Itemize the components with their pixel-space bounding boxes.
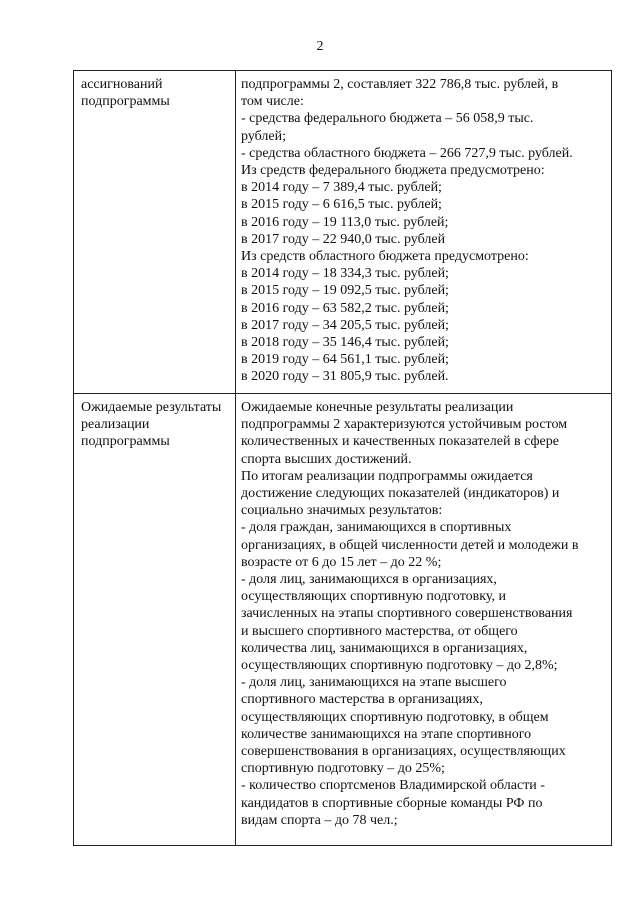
content-line: в 2016 году – 63 582,2 тыс. рублей; [241,300,449,316]
content-line: подпрограммы 2 характеризуются устойчивым ростом [241,417,568,433]
content-line: в 2014 году – 18 334,3 тыс. рублей; [241,266,449,282]
content-line: в 2019 году – 64 561,1 тыс. рублей; [241,352,449,368]
content-line: видам спорта – до 78 чел.; [241,812,398,828]
content-line: По итогам реализации подпрограммы ожидается [241,468,533,484]
content-line: - количество спортсменов Владимирской области - [241,778,545,794]
content-line: - средства федерального бюджета – 56 058,9 тыс. [241,111,534,127]
content-line: в 2015 году – 6 616,5 тыс. рублей; [241,197,442,213]
row-label-line: подпрограммы [81,434,170,450]
content-line: достижение следующих показателей (индикаторов) и [241,486,560,502]
content-line: осуществляющих спортивную подготовку, в общем [241,709,549,725]
content-line: социально значимых результатов: [241,503,443,519]
content-line: в 2017 году – 22 940,0 тыс. рублей [241,231,446,247]
row-label-line: ассигнований [81,77,163,92]
content-line: в 2018 году – 35 146,4 тыс. рублей; [241,335,449,351]
content-line: подпрограммы 2, составляет 322 786,8 тыс. рублей, в [241,77,559,92]
content-line: рублей; [241,128,286,144]
passport-table [73,70,612,846]
row-label-cell [74,394,236,846]
content-line: в 2020 году – 31 805,9 тыс. рублей. [241,369,449,385]
content-line: Из средств федерального бюджета предусмотрено: [241,163,545,179]
content-line: Ожидаемые конечные результаты реализации [241,400,514,415]
content-line: возрасте от 6 до 15 лет – до 22 %; [241,554,442,570]
row-label-line: Ожидаемые результаты [81,400,222,415]
content-line: - доля граждан, занимающихся в спортивных [241,520,512,536]
page-number: 2 [316,39,324,54]
content-line: - доля лиц, занимающихся на этапе высшего [241,675,507,691]
content-line: в 2014 году – 7 389,4 тыс. рублей; [241,180,442,196]
table-row-expected-results [74,394,612,846]
row-label-cell [74,71,236,394]
content-line: осуществляющих спортивную подготовку – до 2,8%; [241,658,558,674]
content-line: спорта высших достижений. [241,451,412,467]
row-label-line: реализации [81,417,150,433]
table-row-appropriations [74,71,612,394]
row-label-line: подпрограммы [81,94,170,110]
content-line: количестве занимающихся на этапе спортивного [241,726,532,742]
content-line: том числе: [241,94,304,110]
content-line: и высшего спортивного мастерства, от общего [241,623,518,639]
content-line: - средства областного бюджета – 266 727,9 тыс. рублей. [241,145,573,161]
content-line: кандидатов в спортивные сборные команды РФ по [241,795,543,811]
content-line: в 2015 году – 19 092,5 тыс. рублей; [241,283,449,299]
content-line: совершенствования в организациях, осуществляющих [241,744,566,760]
content-line: спортивного мастерства в организациях, [241,692,483,708]
content-line: количества лиц, занимающихся в организациях, [241,640,528,656]
content-line: организациях, в общей численности детей и молодежи в [241,537,579,553]
content-line: осуществляющих спортивную подготовку, и [241,589,506,605]
row-content-cell [236,394,612,846]
content-line: спортивную подготовку – до 25%; [241,761,445,777]
row-content-cell [236,71,612,394]
content-line: Из средств областного бюджета предусмотрено: [241,249,529,265]
content-line: зачисленных на этапы спортивного совершенствования [241,606,573,622]
content-line: количественных и качественных показателей в сфере [241,434,559,450]
content-line: в 2016 году – 19 113,0 тыс. рублей; [241,214,449,230]
content-line: в 2017 году – 34 205,5 тыс. рублей; [241,317,449,333]
content-line: - доля лиц, занимающихся в организациях, [241,572,497,588]
